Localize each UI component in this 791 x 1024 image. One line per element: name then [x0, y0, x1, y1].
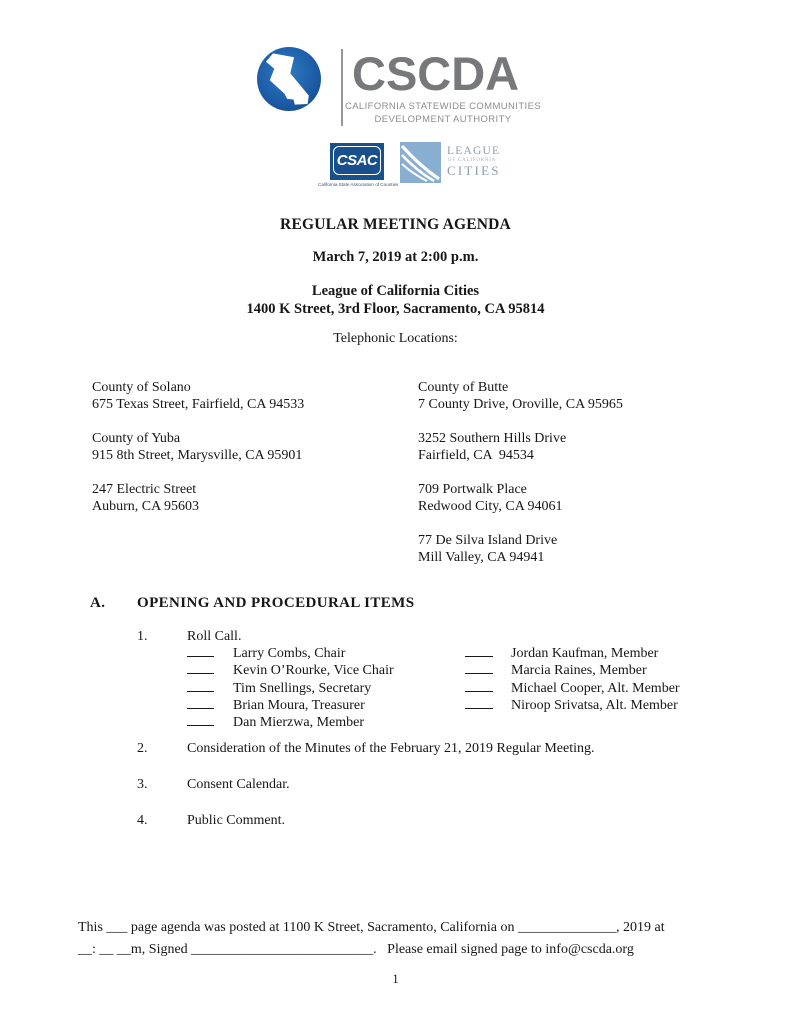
member-name: Kevin O’Rourke, Vice Chair — [233, 663, 394, 679]
csac-logo-box — [330, 143, 384, 180]
signature-blank — [187, 715, 214, 726]
roll-call-entry — [465, 646, 680, 663]
cscda-subtitle-line1: CALIFORNIA STATEWIDE COMMUNITIES — [344, 101, 542, 112]
venue-line2: 1400 K Street, 3rd Floor, Sacramento, CA 95814 — [246, 300, 545, 317]
member-name: Jordan Kaufman, Member — [511, 646, 659, 661]
item-number: 1. — [137, 629, 148, 644]
location-address: Mill Valley, CA 94941 — [418, 550, 545, 565]
league-line3: CITIES — [447, 163, 501, 178]
roll-call-entry — [187, 715, 394, 732]
roll-call-entry — [465, 681, 680, 698]
meeting-datetime: March 7, 2019 at 2:00 p.m. — [312, 249, 479, 265]
location-name: County of Butte — [418, 380, 509, 395]
signature-blank — [465, 646, 493, 657]
csac-caption: California State Association of Counties — [318, 182, 399, 187]
item-text: Consent Calendar. — [187, 777, 290, 792]
agenda-item-3 — [137, 777, 290, 793]
location-entry — [418, 430, 623, 464]
agenda-item-4 — [137, 813, 285, 829]
location-entry — [92, 430, 304, 464]
location-address: 675 Texas Street, Fairfield, CA 94533 — [92, 397, 305, 412]
location-entry — [92, 481, 304, 515]
signature-blank — [187, 663, 214, 674]
signature-blank — [187, 698, 214, 709]
agenda-item-2 — [137, 741, 594, 757]
item-text: Public Comment. — [187, 813, 285, 828]
roll-call-entry — [187, 698, 394, 715]
league-swoosh-icon — [400, 142, 441, 183]
item-number: 4. — [137, 813, 148, 828]
location-address: 7 County Drive, Oroville, CA 95965 — [418, 397, 623, 412]
venue-line1: League of California Cities — [311, 283, 480, 299]
roll-call-entry — [465, 663, 680, 680]
member-name: Larry Combs, Chair — [233, 646, 346, 661]
location-entry — [92, 379, 304, 413]
location-address: Redwood City, CA 94061 — [418, 499, 563, 514]
member-name: Tim Snellings, Secretary — [233, 680, 372, 696]
cscda-subtitle-line2: DEVELOPMENT AUTHORITY — [374, 113, 512, 125]
location-name: 3252 Southern Hills Drive — [418, 431, 567, 446]
posting-notice-line2: __: __ __m, Signed __________________________. Please email signed page to info@cscda.org — [78, 942, 634, 957]
roll-call-entry — [187, 646, 394, 663]
signature-blank — [465, 663, 493, 674]
location-entry — [418, 481, 623, 515]
member-name: Brian Moura, Treasurer — [233, 697, 365, 713]
cscda-wordmark: CSCDA — [352, 47, 520, 100]
item-number: 2. — [137, 741, 148, 756]
signature-blank — [465, 681, 493, 692]
telephonic-locations-label: Telephonic Locations: — [333, 331, 458, 346]
roll-call-entry — [187, 663, 394, 680]
roll-call-entry — [187, 681, 394, 698]
location-name: 709 Portwalk Place — [418, 482, 527, 497]
item-number: 3. — [137, 777, 148, 792]
meeting-title: REGULAR MEETING AGENDA — [280, 216, 511, 233]
roll-call-right-column — [465, 646, 680, 715]
league-logo — [400, 142, 501, 183]
location-address: Fairfield, CA 94534 — [418, 448, 534, 463]
posting-notice-line1: This ___ page agenda was posted at 1100 K Street, Sacramento, California on ______________, 2019 at — [78, 920, 665, 935]
league-line1: LEAGUE — [447, 145, 501, 157]
roll-call-entry — [465, 698, 680, 715]
location-name: 247 Electric Street — [92, 482, 197, 497]
signature-blank — [187, 681, 214, 692]
locations-left-column — [92, 379, 304, 532]
agenda-item-1 — [137, 629, 241, 645]
csac-logo — [318, 143, 399, 187]
signature-blank — [187, 646, 214, 657]
item-text: Consideration of the Minutes of the February 21, 2019 Regular Meeting. — [187, 741, 595, 756]
location-entry — [418, 532, 623, 566]
location-address: 915 8th Street, Marysville, CA 95901 — [92, 448, 303, 463]
california-state-icon — [257, 47, 321, 111]
page-number: 1 — [392, 972, 399, 986]
section-title: OPENING AND PROCEDURAL ITEMS — [137, 595, 415, 611]
location-entry — [418, 379, 623, 413]
location-name: 77 De Silva Island Drive — [418, 533, 558, 548]
section-heading — [90, 595, 414, 612]
cscda-logo-circle — [257, 47, 321, 111]
signature-blank — [465, 698, 493, 709]
roll-call-left-column — [187, 646, 394, 732]
locations-right-column — [418, 379, 623, 583]
location-name: County of Yuba — [92, 431, 181, 446]
cscda-subtitle — [340, 101, 546, 126]
league-wordmark — [447, 142, 501, 183]
league-line2: OF CALIFORNIA — [448, 158, 497, 163]
member-name: Michael Cooper, Alt. Member — [511, 680, 680, 696]
meeting-venue — [0, 283, 791, 318]
member-name: Niroop Srivatsa, Alt. Member — [511, 697, 678, 713]
section-letter: A. — [90, 595, 106, 611]
csac-acronym: CSAC — [333, 146, 381, 175]
item-text: Roll Call. — [187, 629, 242, 644]
member-name: Marcia Raines, Member — [511, 663, 647, 679]
location-address: Auburn, CA 95603 — [92, 499, 199, 514]
location-name: County of Solano — [92, 380, 191, 395]
member-name: Dan Mierzwa, Member — [233, 715, 365, 731]
